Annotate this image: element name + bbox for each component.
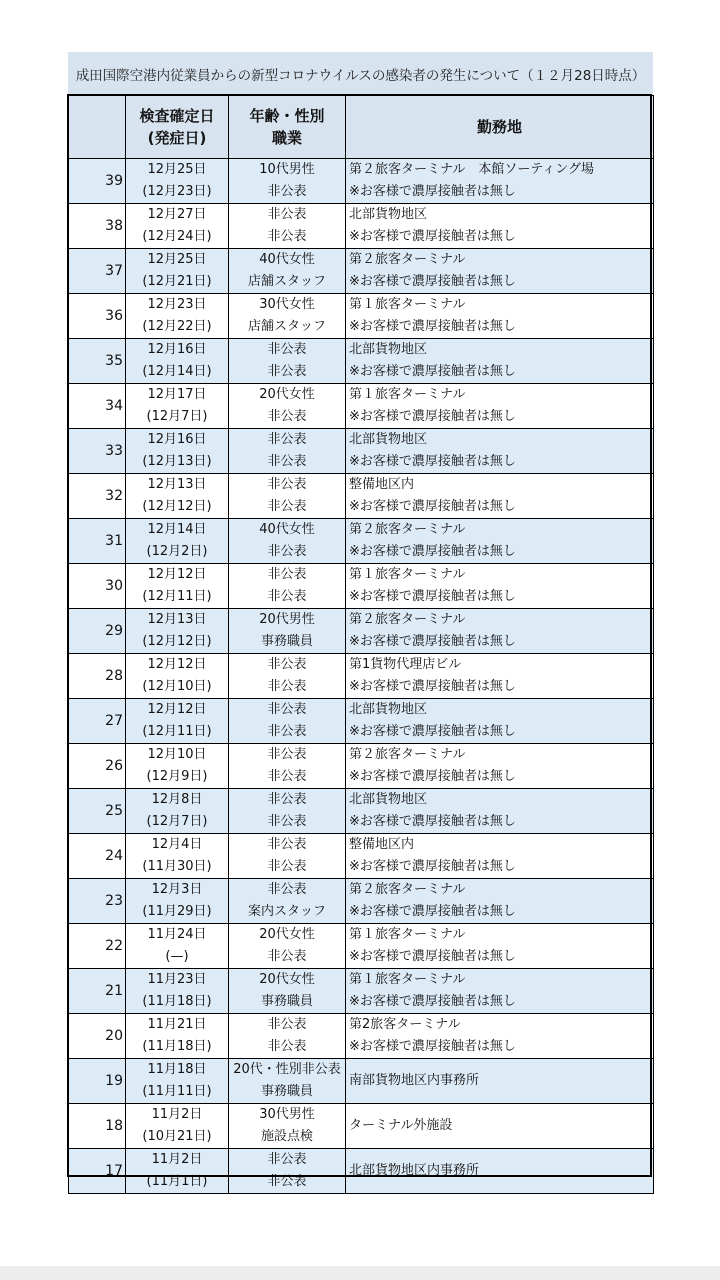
workplace-cell bbox=[346, 789, 654, 834]
header-test-date-line2: (発症日) bbox=[147, 129, 207, 147]
age-gender-cell bbox=[229, 204, 346, 249]
header-age-gender bbox=[229, 96, 346, 159]
header-number bbox=[69, 96, 126, 159]
workplace-cell bbox=[346, 609, 654, 654]
test-date-cell bbox=[126, 834, 229, 879]
workplace-cell bbox=[346, 204, 654, 249]
table-row bbox=[69, 564, 654, 609]
occupation: 事務職員 bbox=[260, 994, 313, 1009]
contact-note: ※お客様で濃厚接触者は無し bbox=[349, 184, 516, 199]
contact-note: ※お客様で濃厚接触者は無し bbox=[349, 814, 516, 829]
occupation: 非公表 bbox=[267, 679, 307, 694]
header-age-gender-line2: 職業 bbox=[271, 129, 302, 147]
test-date: 12月12日 bbox=[147, 657, 207, 672]
test-date: 12月16日 bbox=[147, 342, 207, 357]
onset-date: (12月13日) bbox=[142, 454, 212, 469]
occupation: 店舗スタッフ bbox=[247, 319, 326, 334]
workplace: 北部貨物地区 bbox=[349, 342, 428, 357]
table-row bbox=[69, 789, 654, 834]
table-row bbox=[69, 969, 654, 1014]
test-date-cell bbox=[126, 204, 229, 249]
test-date: 12月27日 bbox=[147, 207, 207, 222]
age-gender: 10代男性 bbox=[259, 162, 315, 177]
age-gender-cell bbox=[229, 519, 346, 564]
workplace-cell bbox=[346, 969, 654, 1014]
age-gender: 非公表 bbox=[267, 837, 307, 852]
table-row bbox=[69, 609, 654, 654]
onset-date: (12月12日) bbox=[142, 634, 212, 649]
contact-note: ※お客様で濃厚接触者は無し bbox=[349, 364, 516, 379]
case-number: 28 bbox=[69, 654, 126, 699]
workplace-cell bbox=[346, 1104, 654, 1149]
table-row bbox=[69, 1059, 654, 1104]
workplace-cell bbox=[346, 1149, 654, 1194]
test-date-cell bbox=[126, 249, 229, 294]
workplace: 北部貨物地区 bbox=[349, 432, 428, 447]
case-number: 26 bbox=[69, 744, 126, 789]
contact-note: ※お客様で濃厚接触者は無し bbox=[349, 949, 516, 964]
table-row bbox=[69, 834, 654, 879]
workplace-cell bbox=[346, 339, 654, 384]
contact-note: ※お客様で濃厚接触者は無し bbox=[349, 1039, 516, 1054]
table-row bbox=[69, 339, 654, 384]
table-row bbox=[69, 1014, 654, 1059]
test-date: 12月17日 bbox=[147, 387, 207, 402]
workplace-cell bbox=[346, 159, 654, 204]
test-date-cell bbox=[126, 609, 229, 654]
age-gender: 30代男性 bbox=[259, 1107, 315, 1122]
occupation: 非公表 bbox=[267, 454, 307, 469]
case-number: 36 bbox=[69, 294, 126, 339]
test-date-cell bbox=[126, 744, 229, 789]
test-date-cell bbox=[126, 564, 229, 609]
test-date-cell bbox=[126, 789, 229, 834]
onset-date: (—) bbox=[165, 949, 189, 964]
contact-note: ※お客様で濃厚接触者は無し bbox=[349, 679, 516, 694]
age-gender: 20代・性別非公表 bbox=[233, 1062, 341, 1077]
case-number: 18 bbox=[69, 1104, 126, 1149]
age-gender-cell bbox=[229, 879, 346, 924]
occupation: 店舗スタッフ bbox=[247, 274, 326, 289]
case-number: 19 bbox=[69, 1059, 126, 1104]
age-gender-cell bbox=[229, 564, 346, 609]
occupation: 非公表 bbox=[267, 364, 307, 379]
workplace-cell bbox=[346, 654, 654, 699]
case-number: 25 bbox=[69, 789, 126, 834]
test-date: 11月21日 bbox=[147, 1017, 207, 1032]
test-date: 11月23日 bbox=[147, 972, 207, 987]
workplace-cell bbox=[346, 699, 654, 744]
age-gender: 30代女性 bbox=[259, 297, 315, 312]
case-number: 34 bbox=[69, 384, 126, 429]
age-gender: 非公表 bbox=[267, 432, 307, 447]
table-row bbox=[69, 294, 654, 339]
infection-table bbox=[68, 95, 654, 1194]
age-gender: 非公表 bbox=[267, 342, 307, 357]
case-number: 17 bbox=[69, 1149, 126, 1194]
test-date: 12月12日 bbox=[147, 567, 207, 582]
onset-date: (12月10日) bbox=[142, 679, 212, 694]
test-date-cell bbox=[126, 1104, 229, 1149]
age-gender-cell bbox=[229, 654, 346, 699]
age-gender: 非公表 bbox=[267, 1152, 307, 1167]
age-gender-cell bbox=[229, 294, 346, 339]
workplace-cell bbox=[346, 834, 654, 879]
workplace: 北部貨物地区 bbox=[349, 702, 428, 717]
table-row bbox=[69, 744, 654, 789]
case-number: 20 bbox=[69, 1014, 126, 1059]
contact-note: ※お客様で濃厚接触者は無し bbox=[349, 319, 516, 334]
table-row bbox=[69, 159, 654, 204]
table-row bbox=[69, 924, 654, 969]
case-number: 37 bbox=[69, 249, 126, 294]
occupation: 非公表 bbox=[267, 859, 307, 874]
occupation: 非公表 bbox=[267, 814, 307, 829]
age-gender-cell bbox=[229, 789, 346, 834]
test-date-cell bbox=[126, 339, 229, 384]
onset-date: (11月30日) bbox=[142, 859, 212, 874]
case-number: 30 bbox=[69, 564, 126, 609]
workplace: 第２旅客ターミナル 本館ソーティング場 bbox=[349, 162, 595, 177]
age-gender: 非公表 bbox=[267, 702, 307, 717]
onset-date: (12月2日) bbox=[146, 544, 208, 559]
age-gender: 20代女性 bbox=[259, 387, 315, 402]
occupation: 非公表 bbox=[267, 229, 307, 244]
onset-date: (11月1日) bbox=[146, 1174, 208, 1189]
age-gender: 非公表 bbox=[267, 477, 307, 492]
table-row bbox=[69, 474, 654, 519]
occupation: 非公表 bbox=[267, 1039, 307, 1054]
workplace: 第１旅客ターミナル bbox=[349, 927, 466, 942]
test-date-cell bbox=[126, 1149, 229, 1194]
test-date: 11月2日 bbox=[151, 1107, 203, 1122]
age-gender-cell bbox=[229, 924, 346, 969]
onset-date: (12月12日) bbox=[142, 499, 212, 514]
age-gender: 非公表 bbox=[267, 882, 307, 897]
table-row bbox=[69, 429, 654, 474]
table-row bbox=[69, 249, 654, 294]
contact-note: ※お客様で濃厚接触者は無し bbox=[349, 409, 516, 424]
case-number: 38 bbox=[69, 204, 126, 249]
workplace-cell bbox=[346, 249, 654, 294]
onset-date: (12月23日) bbox=[142, 184, 212, 199]
age-gender-cell bbox=[229, 834, 346, 879]
test-date: 11月2日 bbox=[151, 1152, 203, 1167]
test-date-cell bbox=[126, 519, 229, 564]
occupation: 事務職員 bbox=[260, 634, 313, 649]
workplace: 第１旅客ターミナル bbox=[349, 567, 466, 582]
test-date: 12月10日 bbox=[147, 747, 207, 762]
workplace-cell bbox=[346, 744, 654, 789]
age-gender: 非公表 bbox=[267, 207, 307, 222]
onset-date: (11月18日) bbox=[142, 1039, 212, 1054]
test-date: 12月13日 bbox=[147, 612, 207, 627]
workplace: 第２旅客ターミナル bbox=[349, 612, 466, 627]
occupation: 非公表 bbox=[267, 184, 307, 199]
age-gender-cell bbox=[229, 159, 346, 204]
case-number: 33 bbox=[69, 429, 126, 474]
test-date: 11月24日 bbox=[147, 927, 207, 942]
workplace-cell bbox=[346, 294, 654, 339]
occupation: 非公表 bbox=[267, 499, 307, 514]
occupation: 非公表 bbox=[267, 589, 307, 604]
onset-date: (12月7日) bbox=[146, 409, 208, 424]
age-gender-cell bbox=[229, 969, 346, 1014]
test-date: 12月25日 bbox=[147, 162, 207, 177]
age-gender: 非公表 bbox=[267, 792, 307, 807]
onset-date: (12月24日) bbox=[142, 229, 212, 244]
contact-note: ※お客様で濃厚接触者は無し bbox=[349, 724, 516, 739]
table-row bbox=[69, 699, 654, 744]
case-number: 21 bbox=[69, 969, 126, 1014]
age-gender-cell bbox=[229, 1149, 346, 1194]
header-test-date-line1: 検査確定日 bbox=[139, 107, 215, 125]
table-row bbox=[69, 654, 654, 699]
age-gender-cell bbox=[229, 474, 346, 519]
header-workplace: 勤務地 bbox=[346, 96, 654, 159]
case-number: 22 bbox=[69, 924, 126, 969]
age-gender: 非公表 bbox=[267, 747, 307, 762]
onset-date: (12月14日) bbox=[142, 364, 212, 379]
case-number: 32 bbox=[69, 474, 126, 519]
workplace-cell bbox=[346, 384, 654, 429]
age-gender-cell bbox=[229, 609, 346, 654]
occupation: 非公表 bbox=[267, 1174, 307, 1189]
onset-date: (10月21日) bbox=[142, 1129, 212, 1144]
test-date-cell bbox=[126, 159, 229, 204]
case-number: 24 bbox=[69, 834, 126, 879]
age-gender: 20代女性 bbox=[259, 927, 315, 942]
table-row bbox=[69, 384, 654, 429]
test-date-cell bbox=[126, 1059, 229, 1104]
occupation: 非公表 bbox=[267, 769, 307, 784]
workplace-cell bbox=[346, 519, 654, 564]
contact-note: ※お客様で濃厚接触者は無し bbox=[349, 769, 516, 784]
contact-note: ※お客様で濃厚接触者は無し bbox=[349, 454, 516, 469]
report-title: 成田国際空港内従業員からの新型コロナウイルスの感染者の発生について（１２月28日時点） bbox=[68, 52, 653, 95]
case-number: 23 bbox=[69, 879, 126, 924]
occupation: 非公表 bbox=[267, 724, 307, 739]
age-gender: 20代男性 bbox=[259, 612, 315, 627]
table-row bbox=[69, 204, 654, 249]
workplace: 第１旅客ターミナル bbox=[349, 297, 466, 312]
header-test-date bbox=[126, 96, 229, 159]
workplace: 北部貨物地区 bbox=[349, 207, 428, 222]
contact-note: ※お客様で濃厚接触者は無し bbox=[349, 904, 516, 919]
table-header-row bbox=[69, 96, 654, 159]
onset-date: (12月11日) bbox=[142, 589, 212, 604]
contact-note: ※お客様で濃厚接触者は無し bbox=[349, 229, 516, 244]
age-gender: 非公表 bbox=[267, 567, 307, 582]
onset-date: (11月11日) bbox=[142, 1084, 212, 1099]
age-gender-cell bbox=[229, 429, 346, 474]
test-date-cell bbox=[126, 654, 229, 699]
workplace: ターミナル外施設 bbox=[349, 1118, 453, 1133]
occupation: 事務職員 bbox=[260, 1084, 313, 1099]
age-gender-cell bbox=[229, 249, 346, 294]
workplace: 第2旅客ターミナル bbox=[349, 1017, 461, 1032]
age-gender: 非公表 bbox=[267, 1017, 307, 1032]
case-number: 39 bbox=[69, 159, 126, 204]
age-gender-cell bbox=[229, 1014, 346, 1059]
age-gender-cell bbox=[229, 1104, 346, 1149]
onset-date: (12月22日) bbox=[142, 319, 212, 334]
test-date: 12月12日 bbox=[147, 702, 207, 717]
test-date: 12月16日 bbox=[147, 432, 207, 447]
case-number: 27 bbox=[69, 699, 126, 744]
workplace: 第２旅客ターミナル bbox=[349, 747, 466, 762]
test-date: 12月13日 bbox=[147, 477, 207, 492]
table-row bbox=[69, 879, 654, 924]
age-gender: 20代女性 bbox=[259, 972, 315, 987]
age-gender: 非公表 bbox=[267, 657, 307, 672]
contact-note: ※お客様で濃厚接触者は無し bbox=[349, 274, 516, 289]
age-gender-cell bbox=[229, 699, 346, 744]
workplace: 南部貨物地区内事務所 bbox=[349, 1073, 480, 1088]
workplace-cell bbox=[346, 429, 654, 474]
occupation: 非公表 bbox=[267, 544, 307, 559]
contact-note: ※お客様で濃厚接触者は無し bbox=[349, 544, 516, 559]
test-date-cell bbox=[126, 474, 229, 519]
test-date: 12月4日 bbox=[151, 837, 203, 852]
contact-note: ※お客様で濃厚接触者は無し bbox=[349, 634, 516, 649]
age-gender: 40代女性 bbox=[259, 522, 315, 537]
header-age-gender-line1: 年齢・性別 bbox=[249, 107, 325, 125]
occupation: 案内スタッフ bbox=[247, 904, 326, 919]
table-row bbox=[69, 1104, 654, 1149]
workplace: 整備地区内 bbox=[349, 837, 415, 852]
workplace-cell bbox=[346, 564, 654, 609]
test-date-cell bbox=[126, 969, 229, 1014]
workplace: 第1貨物代理店ビル bbox=[349, 657, 462, 672]
test-date-cell bbox=[126, 1014, 229, 1059]
onset-date: (11月29日) bbox=[142, 904, 212, 919]
test-date-cell bbox=[126, 924, 229, 969]
test-date: 12月3日 bbox=[151, 882, 203, 897]
test-date: 12月25日 bbox=[147, 252, 207, 267]
onset-date: (12月7日) bbox=[146, 814, 208, 829]
workplace: 第１旅客ターミナル bbox=[349, 972, 466, 987]
age-gender-cell bbox=[229, 744, 346, 789]
workplace-cell bbox=[346, 879, 654, 924]
contact-note: ※お客様で濃厚接触者は無し bbox=[349, 994, 516, 1009]
contact-note: ※お客様で濃厚接触者は無し bbox=[349, 499, 516, 514]
workplace-cell bbox=[346, 1059, 654, 1104]
onset-date: (12月21日) bbox=[142, 274, 212, 289]
occupation: 非公表 bbox=[267, 409, 307, 424]
workplace: 第２旅客ターミナル bbox=[349, 882, 466, 897]
workplace-cell bbox=[346, 1014, 654, 1059]
test-date-cell bbox=[126, 879, 229, 924]
case-number: 29 bbox=[69, 609, 126, 654]
workplace: 第２旅客ターミナル bbox=[349, 252, 466, 267]
bottom-edge bbox=[0, 1266, 720, 1280]
onset-date: (11月18日) bbox=[142, 994, 212, 1009]
test-date: 12月23日 bbox=[147, 297, 207, 312]
test-date: 11月18日 bbox=[147, 1062, 207, 1077]
onset-date: (12月11日) bbox=[142, 724, 212, 739]
age-gender-cell bbox=[229, 1059, 346, 1104]
table-row bbox=[69, 519, 654, 564]
workplace-cell bbox=[346, 474, 654, 519]
workplace: 整備地区内 bbox=[349, 477, 415, 492]
onset-date: (12月9日) bbox=[146, 769, 208, 784]
workplace: 第１旅客ターミナル bbox=[349, 387, 466, 402]
workplace-cell bbox=[346, 924, 654, 969]
occupation: 非公表 bbox=[267, 949, 307, 964]
workplace: 北部貨物地区内事務所 bbox=[349, 1163, 480, 1178]
case-number: 31 bbox=[69, 519, 126, 564]
age-gender: 40代女性 bbox=[259, 252, 315, 267]
workplace: 第２旅客ターミナル bbox=[349, 522, 466, 537]
test-date-cell bbox=[126, 294, 229, 339]
test-date-cell bbox=[126, 429, 229, 474]
case-number: 35 bbox=[69, 339, 126, 384]
contact-note: ※お客様で濃厚接触者は無し bbox=[349, 859, 516, 874]
test-date-cell bbox=[126, 699, 229, 744]
workplace: 北部貨物地区 bbox=[349, 792, 428, 807]
age-gender-cell bbox=[229, 339, 346, 384]
age-gender-cell bbox=[229, 384, 346, 429]
contact-note: ※お客様で濃厚接触者は無し bbox=[349, 589, 516, 604]
test-date: 12月8日 bbox=[151, 792, 203, 807]
table-row bbox=[69, 1149, 654, 1194]
test-date: 12月14日 bbox=[147, 522, 207, 537]
occupation: 施設点検 bbox=[260, 1129, 313, 1144]
test-date-cell bbox=[126, 384, 229, 429]
